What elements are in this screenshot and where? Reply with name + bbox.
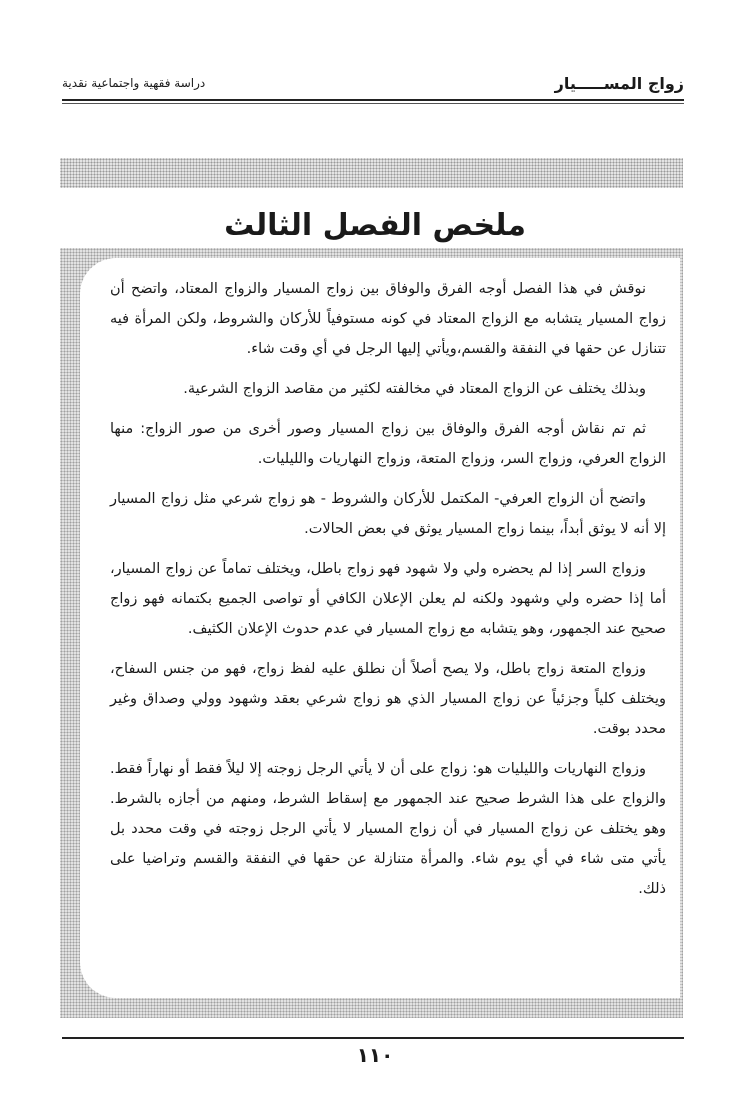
paragraph: ثم تم نقاش أوجه الفرق والوفاق بين زواج المسيار وصور أخرى من صور الزواج: منها الزواج العرفي، وزواج السر، وزواج المتعة، وزواج النهاريات والليليات. xyxy=(110,421,666,467)
paragraph: واتضح أن الزواج العرفي- المكتمل للأركان والشروط - هو زواج شرعي مثل زواج المسيار إلا أنه لا يوثق أبداً، بينما زواج المسيار يوثق في بعض الحالات. xyxy=(110,491,666,537)
decorative-dotted-band xyxy=(60,158,683,188)
header-divider-thin xyxy=(62,103,684,104)
book-title: زواج المســـــيار xyxy=(554,74,684,93)
chapter-title: ملخص الفصل الثالث xyxy=(224,208,526,243)
footer-divider xyxy=(62,1037,684,1039)
page-number: ١١٠ xyxy=(356,1043,394,1067)
paragraph: نوقش في هذا الفصل أوجه الفرق والوفاق بين زواج المسيار والزواج المعتاد، واتضح أن زواج المسيار يتشابه مع الزواج المعتاد في كونه مستوفياً للأركان والشروط، ولكن المرأة فيه تتنازل عن حقها في النفقة والقسم،ويأتي إليها الرجل في أي وقت شاء. xyxy=(110,281,666,357)
paragraph: وزواج السر إذا لم يحضره ولي ولا شهود فهو زواج باطل، ويختلف تماماً عن زواج المسيار، أما إذا حضره ولي وشهود ولكنه لم يعلن الإعلان الكافي أو تواصى الجميع بكتمانه فهو زواج صحيح عند الجمهور، وهو يتشابه مع زواج المسيار في عدم حدوث الإعلان الكثيف. xyxy=(110,561,666,637)
paragraph: وبذلك يختلف عن الزواج المعتاد في مخالفته لكثير من مقاصد الزواج الشرعية. xyxy=(183,381,646,397)
running-header xyxy=(62,72,684,98)
paragraph: وزواج المتعة زواج باطل، ولا يصح أصلاً أن نطلق عليه لفظ زواج، فهو من جنس السفاح، ويختلف كلياً وجزئياً عن زواج المسيار الذي هو زواج شرعي بعقد وشهود وولي وصداق وغير محدد بوقت. xyxy=(110,661,666,737)
book-subtitle: دراسة فقهية واجتماعية نقدية xyxy=(62,76,206,90)
paragraph: وزواج النهاريات والليليات هو: زواج على أن لا يأتي الرجل زوجته إلا ليلاً فقط أو نهاراً فقط. والزواج على هذا الشرط صحيح عند الجمهور مع إسقاط الشرط، ومنهم من أجازه بالشرط. وهو يختلف عن زواج المسيار في أن زواج المسيار لا يأتي الرجل زوجته في وقت محدد بل يأتي متى شاء في أي يوم شاء. والمرأة متنازلة عن حقها في النفقة والقسم وتراضيا على ذلك. xyxy=(110,761,666,897)
summary-text xyxy=(110,274,666,914)
header-divider xyxy=(62,99,684,101)
